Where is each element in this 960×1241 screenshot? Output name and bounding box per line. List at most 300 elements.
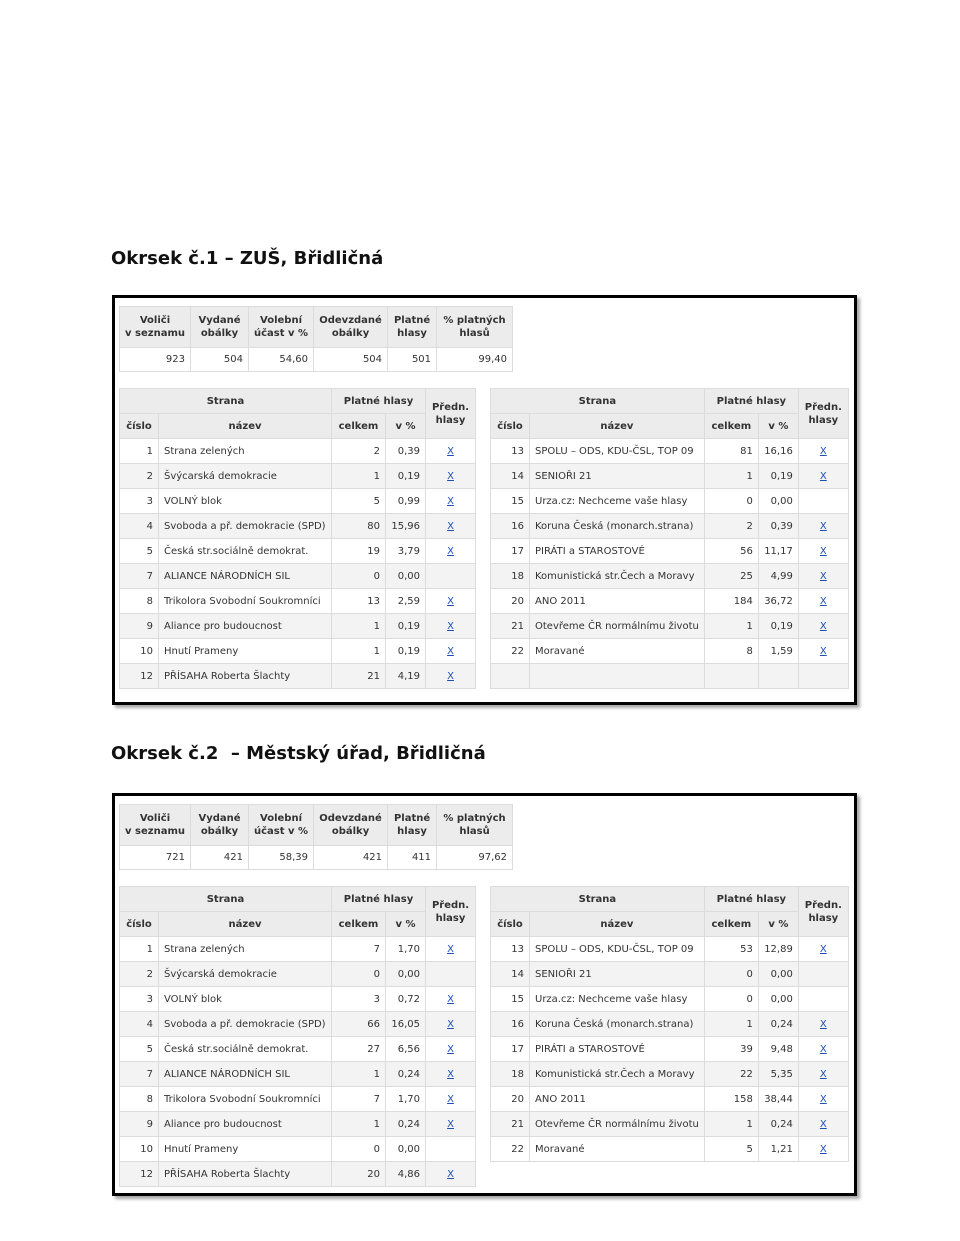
votes-percent: 0,00 [386,1137,426,1162]
votes-percent: 0,24 [758,1012,798,1037]
table-row [491,664,849,689]
votes-percent: 4,86 [386,1162,426,1187]
platne-hlasy-header: Platné hlasy [704,887,798,912]
prednostni-hlasy-cell [426,1162,476,1187]
votes-total: 1 [704,614,758,639]
table-row [120,987,476,1012]
party-number: 13 [491,937,530,962]
votes-percent: 1,70 [386,1087,426,1112]
votes-total: 8 [704,639,758,664]
party-number: 16 [491,514,530,539]
celkem-header: celkem [704,912,758,937]
section-2-heading: Okrsek č.2 – Městský úřad, Břidličná [111,743,486,764]
party-number: 17 [491,1037,530,1062]
prednostni-hlasy-cell [426,539,476,564]
party-name: Otevřeme ČR normálnímu životu [530,614,705,639]
party-number: 18 [491,1062,530,1087]
prednostni-hlasy-link[interactable]: X [447,595,454,607]
party-name: Svoboda a př. demokracie (SPD) [159,1012,332,1037]
party-name: SENIOŘI 21 [530,464,705,489]
prednostni-hlasy-link[interactable]: X [819,943,827,955]
votes-percent: 11,17 [758,539,798,564]
prednostni-hlasy-link[interactable]: X [819,1093,827,1105]
prednostni-hlasy-link[interactable]: X [819,470,827,482]
summary-value: 58,39 [249,846,314,870]
prednostni-hlasy-cell [798,514,848,539]
prednostni-hlasy-cell [798,1037,848,1062]
votes-percent [758,664,798,689]
party-number: 10 [120,1137,159,1162]
votes-percent: 0,24 [758,1112,798,1137]
party-name: Urza.cz: Nechceme vaše hlasy [530,489,705,514]
prednostni-hlasy-cell [798,439,848,464]
party-number: 3 [120,489,159,514]
party-subheader-row [491,912,849,937]
votes-total: 19 [332,539,386,564]
parties-table-left [119,388,476,689]
parties-table-left [119,886,476,1187]
table-row [120,937,476,962]
party-number: 20 [491,1087,530,1112]
summary-header: % platných hlasů [437,805,513,846]
v-procentech-header: v % [758,912,798,937]
party-name: SENIOŘI 21 [530,962,705,987]
summary-header: Odevzdané obálky [314,307,388,348]
prednostni-hlasy-cell [426,614,476,639]
votes-total: 1 [704,1112,758,1137]
prednostni-hlasy-cell [798,937,848,962]
party-number: 22 [491,1137,530,1162]
table-row [120,539,476,564]
prednostni-hlasy-link[interactable]: X [447,495,454,507]
party-name: Urza.cz: Nechceme vaše hlasy [530,987,705,1012]
prednostni-hlasy-cell [798,987,848,1012]
table-row [491,614,849,639]
party-number: 8 [120,589,159,614]
votes-total: 20 [332,1162,386,1187]
party-number: 2 [120,962,159,987]
prednostni-hlasy-header: Předn. hlasy [798,389,848,439]
prednostni-hlasy-cell [798,1112,848,1137]
party-name: ALIANCE NÁRODNÍCH SIL [159,564,332,589]
votes-total: 66 [332,1012,386,1037]
summary-value: 421 [314,846,388,870]
prednostni-hlasy-link[interactable]: X [447,620,454,632]
votes-total: 5 [332,489,386,514]
votes-percent: 15,96 [386,514,426,539]
summary-value: 411 [388,846,437,870]
party-number: 1 [120,439,159,464]
section-1-frame [112,295,857,705]
votes-percent: 0,39 [758,514,798,539]
votes-percent: 0,72 [386,987,426,1012]
votes-percent: 3,79 [386,539,426,564]
celkem-header: celkem [332,912,386,937]
prednostni-hlasy-link[interactable]: X [447,545,454,557]
prednostni-hlasy-link[interactable]: X [447,1068,454,1080]
prednostni-hlasy-cell [798,1087,848,1112]
votes-total: 21 [332,664,386,689]
celkem-header: celkem [704,414,758,439]
votes-total: 7 [332,937,386,962]
summary-value-row [120,846,513,870]
summary-header-row [120,805,513,846]
prednostni-hlasy-link[interactable]: X [819,545,827,557]
prednostni-hlasy-link[interactable]: X [819,1068,827,1080]
prednostni-hlasy-link[interactable]: X [819,645,827,657]
prednostni-hlasy-cell [798,589,848,614]
prednostni-hlasy-link[interactable]: X [819,1118,827,1130]
party-number: 16 [491,1012,530,1037]
votes-percent: 0,19 [758,464,798,489]
votes-total: 53 [704,937,758,962]
party-name: VOLNÝ blok [159,489,332,514]
prednostni-hlasy-cell [798,664,848,689]
votes-percent: 9,48 [758,1037,798,1062]
table-row [120,489,476,514]
votes-total: 27 [332,1037,386,1062]
votes-total: 22 [704,1062,758,1087]
table-row [491,937,849,962]
celkem-header: celkem [332,414,386,439]
prednostni-hlasy-link[interactable]: X [819,1043,827,1055]
table-row [120,1037,476,1062]
votes-total [704,664,758,689]
votes-percent: 0,00 [386,564,426,589]
votes-percent: 16,16 [758,439,798,464]
party-number: 12 [120,1162,159,1187]
table-row [491,962,849,987]
votes-percent: 38,44 [758,1087,798,1112]
prednostni-hlasy-cell [798,464,848,489]
party-name: Hnutí Prameny [159,1137,332,1162]
party-number: 1 [120,937,159,962]
party-name [530,664,705,689]
votes-percent: 4,19 [386,664,426,689]
summary-header: Voliči v seznamu [120,307,191,348]
party-header-row [120,389,476,414]
table-row [491,539,849,564]
votes-percent: 0,00 [758,962,798,987]
summary-value: 54,60 [249,348,314,372]
nazev-header: název [159,414,332,439]
table-row [120,1087,476,1112]
summary-value: 504 [314,348,388,372]
party-name: PIRÁTI a STAROSTOVÉ [530,1037,705,1062]
party-number: 9 [120,1112,159,1137]
prednostni-hlasy-link[interactable]: X [447,445,454,457]
summary-header: Volební účast v % [249,805,314,846]
prednostni-hlasy-cell [798,1137,848,1162]
summary-header: Odevzdané obálky [314,805,388,846]
party-number: 3 [120,987,159,1012]
party-name: Trikolora Svobodní Soukromníci [159,1087,332,1112]
v-procentech-header: v % [386,414,426,439]
party-header-row [120,887,476,912]
table-row [491,1037,849,1062]
summary-header: Voliči v seznamu [120,805,191,846]
party-number: 9 [120,614,159,639]
party-name: ANO 2011 [530,589,705,614]
table-row [491,1137,849,1162]
party-header-row [491,887,849,912]
party-name: ALIANCE NÁRODNÍCH SIL [159,1062,332,1087]
prednostni-hlasy-cell [426,1137,476,1162]
party-name: ANO 2011 [530,1087,705,1112]
votes-total: 81 [704,439,758,464]
votes-total: 2 [704,514,758,539]
votes-total: 1 [332,464,386,489]
party-name: Švýcarská demokracie [159,464,332,489]
table-row [120,439,476,464]
party-name: SPOLU – ODS, KDU-ČSL, TOP 09 [530,937,705,962]
prednostni-hlasy-cell [798,539,848,564]
votes-percent: 0,24 [386,1112,426,1137]
party-name: Česká str.sociálně demokrat. [159,1037,332,1062]
party-name: Moravané [530,639,705,664]
prednostni-hlasy-cell [798,639,848,664]
nazev-header: název [530,414,705,439]
prednostni-hlasy-link[interactable]: X [447,1168,454,1180]
nazev-header: název [159,912,332,937]
prednostni-hlasy-cell [798,1012,848,1037]
votes-percent: 0,19 [386,639,426,664]
strana-header: Strana [491,389,705,414]
table-row [120,564,476,589]
summary-value: 923 [120,348,191,372]
section-2-frame [112,793,857,1196]
prednostni-hlasy-link[interactable]: X [819,520,827,532]
party-number: 15 [491,489,530,514]
summary-table [119,804,513,870]
party-name: Koruna Česká (monarch.strana) [530,1012,705,1037]
votes-total: 1 [332,1062,386,1087]
table-row [120,639,476,664]
summary-value: 421 [191,846,249,870]
votes-percent: 0,19 [386,464,426,489]
party-name: SPOLU – ODS, KDU-ČSL, TOP 09 [530,439,705,464]
party-number: 15 [491,987,530,1012]
prednostni-hlasy-cell [426,1037,476,1062]
prednostni-hlasy-cell [426,664,476,689]
prednostni-hlasy-link[interactable]: X [819,620,827,632]
summary-value: 504 [191,348,249,372]
prednostni-hlasy-link[interactable]: X [447,520,454,532]
party-number: 7 [120,564,159,589]
party-name: PIRÁTI a STAROSTOVÉ [530,539,705,564]
table-row [491,639,849,664]
summary-header: Vydané obálky [191,307,249,348]
strana-header: Strana [120,887,332,912]
strana-header: Strana [120,389,332,414]
party-number: 13 [491,439,530,464]
prednostni-hlasy-cell [426,1062,476,1087]
prednostni-hlasy-link[interactable]: X [447,993,454,1005]
table-row [120,464,476,489]
table-row [491,589,849,614]
prednostni-hlasy-link[interactable]: X [447,645,454,657]
prednostni-hlasy-cell [798,489,848,514]
table-row [120,614,476,639]
party-number: 18 [491,564,530,589]
party-number: 10 [120,639,159,664]
table-row [491,489,849,514]
party-name: Koruna Česká (monarch.strana) [530,514,705,539]
prednostni-hlasy-header: Předn. hlasy [798,887,848,937]
prednostni-hlasy-cell [798,962,848,987]
votes-total: 0 [332,1137,386,1162]
votes-total: 0 [704,962,758,987]
party-name: Moravané [530,1137,705,1162]
cislo-header: číslo [491,912,530,937]
prednostni-hlasy-cell [426,1112,476,1137]
party-name: Česká str.sociálně demokrat. [159,539,332,564]
votes-percent: 2,59 [386,589,426,614]
votes-total: 0 [332,564,386,589]
votes-percent: 36,72 [758,589,798,614]
table-row [491,1087,849,1112]
prednostni-hlasy-cell [798,564,848,589]
votes-total: 25 [704,564,758,589]
party-number: 14 [491,962,530,987]
party-number: 12 [120,664,159,689]
prednostni-hlasy-header: Předn. hlasy [426,389,476,439]
table-row [120,1062,476,1087]
votes-percent: 1,70 [386,937,426,962]
prednostni-hlasy-link[interactable]: X [447,470,454,482]
party-name: Hnutí Prameny [159,639,332,664]
party-name: PŘÍSAHA Roberta Šlachty [159,664,332,689]
party-name: Komunistická str.Čech a Moravy [530,1062,705,1087]
prednostni-hlasy-link[interactable]: X [447,943,454,955]
votes-percent: 0,19 [758,614,798,639]
party-number: 21 [491,614,530,639]
party-name: Aliance pro budoucnost [159,1112,332,1137]
table-row [120,962,476,987]
summary-header: Platné hlasy [388,307,437,348]
summary-header: % platných hlasů [437,307,513,348]
votes-total: 1 [332,1112,386,1137]
table-row [491,564,849,589]
v-procentech-header: v % [386,912,426,937]
prednostni-hlasy-link[interactable]: X [447,1018,454,1030]
prednostni-hlasy-header: Předn. hlasy [426,887,476,937]
votes-total: 80 [332,514,386,539]
party-number: 8 [120,1087,159,1112]
table-row [491,464,849,489]
prednostni-hlasy-link[interactable]: X [819,1143,827,1155]
votes-total: 7 [332,1087,386,1112]
v-procentech-header: v % [758,414,798,439]
votes-total: 5 [704,1137,758,1162]
party-number: 21 [491,1112,530,1137]
prednostni-hlasy-cell [426,464,476,489]
table-row [491,1062,849,1087]
parties-table-right [490,886,849,1162]
votes-percent: 0,24 [386,1062,426,1087]
votes-total: 56 [704,539,758,564]
prednostni-hlasy-link[interactable]: X [819,595,827,607]
votes-percent: 6,56 [386,1037,426,1062]
prednostni-hlasy-link[interactable]: X [447,670,454,682]
party-number: 14 [491,464,530,489]
party-name: Komunistická str.Čech a Moravy [530,564,705,589]
table-row [120,664,476,689]
votes-percent: 0,19 [386,614,426,639]
platne-hlasy-header: Platné hlasy [704,389,798,414]
prednostni-hlasy-link[interactable]: X [819,570,827,582]
party-header-row [491,389,849,414]
votes-percent: 12,89 [758,937,798,962]
summary-header: Volební účast v % [249,307,314,348]
table-row [491,987,849,1012]
votes-percent: 1,59 [758,639,798,664]
prednostni-hlasy-cell [426,439,476,464]
cislo-header: číslo [491,414,530,439]
cislo-header: číslo [120,912,159,937]
table-row [491,1012,849,1037]
votes-total: 0 [332,962,386,987]
votes-total: 0 [704,987,758,1012]
party-number: 4 [120,514,159,539]
prednostni-hlasy-cell [426,962,476,987]
summary-value: 721 [120,846,191,870]
votes-percent: 0,00 [758,489,798,514]
party-number: 20 [491,589,530,614]
party-name: Trikolora Svobodní Soukromníci [159,589,332,614]
party-name: Svoboda a př. demokracie (SPD) [159,514,332,539]
prednostni-hlasy-cell [426,489,476,514]
table-row [491,439,849,464]
votes-total: 1 [704,1012,758,1037]
party-name: VOLNÝ blok [159,987,332,1012]
party-number: 5 [120,1037,159,1062]
prednostni-hlasy-link[interactable]: X [819,445,827,457]
party-number: 5 [120,539,159,564]
table-row [120,1162,476,1187]
summary-value: 97,62 [437,846,513,870]
prednostni-hlasy-cell [426,1087,476,1112]
summary-value: 501 [388,348,437,372]
summary-header: Vydané obálky [191,805,249,846]
votes-total: 158 [704,1087,758,1112]
votes-percent: 5,35 [758,1062,798,1087]
party-number [491,664,530,689]
strana-header: Strana [491,887,705,912]
table-row [491,1112,849,1137]
parties-table-right [490,388,849,689]
prednostni-hlasy-link[interactable]: X [447,1118,454,1130]
summary-value: 99,40 [437,348,513,372]
prednostni-hlasy-link[interactable]: X [819,1018,827,1030]
votes-percent: 0,00 [758,987,798,1012]
prednostni-hlasy-cell [426,1012,476,1037]
party-number: 17 [491,539,530,564]
party-subheader-row [491,414,849,439]
party-name: Švýcarská demokracie [159,962,332,987]
summary-header: Platné hlasy [388,805,437,846]
prednostni-hlasy-cell [426,564,476,589]
votes-total: 184 [704,589,758,614]
votes-percent: 0,00 [386,962,426,987]
prednostni-hlasy-cell [798,614,848,639]
votes-total: 13 [332,589,386,614]
prednostni-hlasy-cell [426,987,476,1012]
party-number: 7 [120,1062,159,1087]
votes-total: 1 [332,614,386,639]
prednostni-hlasy-link[interactable]: X [447,1043,454,1055]
prednostni-hlasy-link[interactable]: X [447,1093,454,1105]
